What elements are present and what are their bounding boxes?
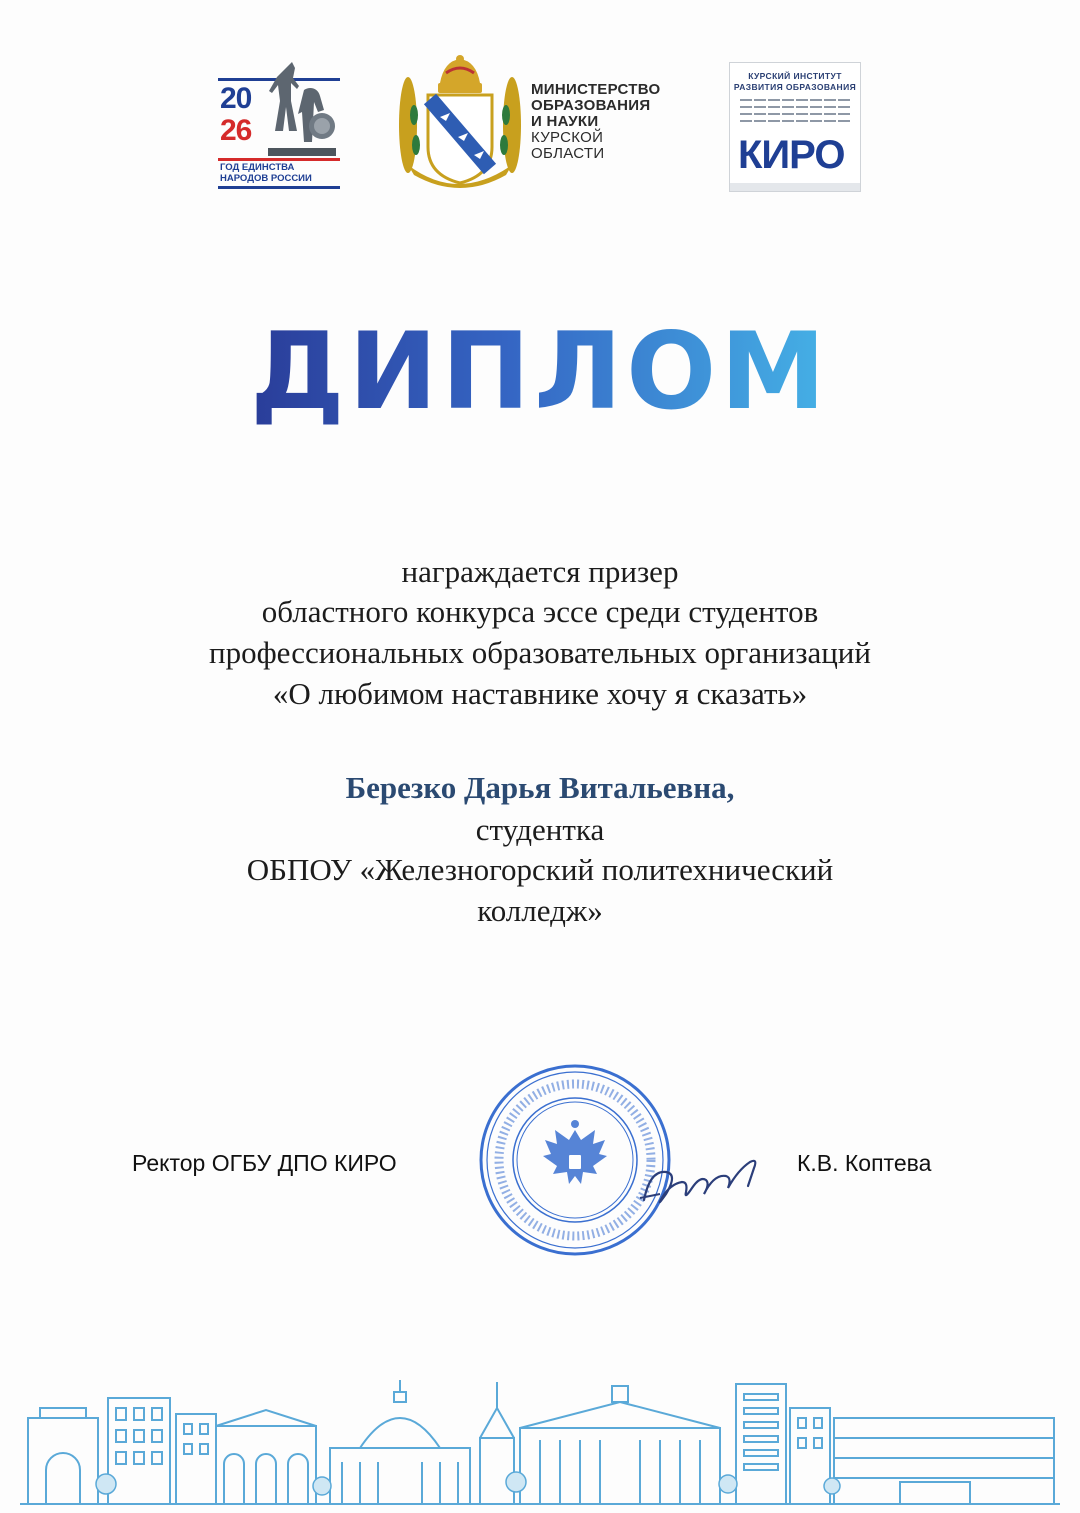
monument-icon xyxy=(258,60,342,156)
ministry-line-2: ОБРАЗОВАНИЯ xyxy=(531,97,651,114)
kiro-word-a: КИ xyxy=(738,133,790,177)
kiro-line-1: КУРСКИЙ ИНСТИТУТ xyxy=(748,71,842,81)
city-skyline-icon xyxy=(20,1378,1060,1508)
diploma-title-text: ДИПЛОМ xyxy=(250,310,830,433)
kiro-word-b: РО xyxy=(789,133,845,177)
kiro-wordmark xyxy=(738,133,844,177)
award-line-3: профессиональных образовательных организаций xyxy=(208,635,871,670)
award-line-2: областного конкурса эссе среди студентов xyxy=(261,594,819,629)
logo-rule-red xyxy=(218,158,340,161)
recipient-org-line-2: колледж» xyxy=(477,893,603,928)
ministry-name xyxy=(531,82,661,162)
logo-caption-1: ГОД ЕДИНСТВА xyxy=(220,162,295,173)
diploma-title xyxy=(0,312,1080,432)
award-line-1: награждается призер xyxy=(401,554,679,589)
logo-year-bottom: 26 xyxy=(220,114,252,147)
kiro-footer-bar xyxy=(730,183,860,191)
kiro-line-2: РАЗВИТИЯ ОБРАЗОВАНИЯ xyxy=(733,82,857,92)
recipient-org-line-1: ОБПОУ «Железногорский политехнический xyxy=(246,852,834,887)
signer-name: К.В. Коптева xyxy=(797,1150,932,1176)
signer-position: Ректор ОГБУ ДПО КИРО xyxy=(132,1150,397,1176)
ministry-line-4: КУРСКОЙ xyxy=(531,129,604,146)
recipient-name: Березко Дарья Витальевна, xyxy=(345,770,735,805)
ministry-line-5: ОБЛАСТИ xyxy=(531,145,605,162)
ministry-line-3: И НАУКИ xyxy=(531,113,599,130)
logo-caption-2: НАРОДОВ РОССИИ xyxy=(220,173,312,184)
handwritten-signature-icon xyxy=(636,1140,776,1220)
award-line-4: «О любимом наставнике хочу я сказать» xyxy=(272,676,808,711)
building-grid-icon xyxy=(740,97,850,127)
ministry-line-1: МИНИСТЕРСТВО xyxy=(531,81,661,98)
kiro-logo xyxy=(729,62,861,192)
recipient-role: студентка xyxy=(475,812,605,847)
logo-rule-bottom xyxy=(218,186,340,189)
coat-of-arms-icon xyxy=(394,55,526,195)
logo-year-top: 20 xyxy=(220,82,252,115)
year-of-unity-logo xyxy=(218,60,342,192)
